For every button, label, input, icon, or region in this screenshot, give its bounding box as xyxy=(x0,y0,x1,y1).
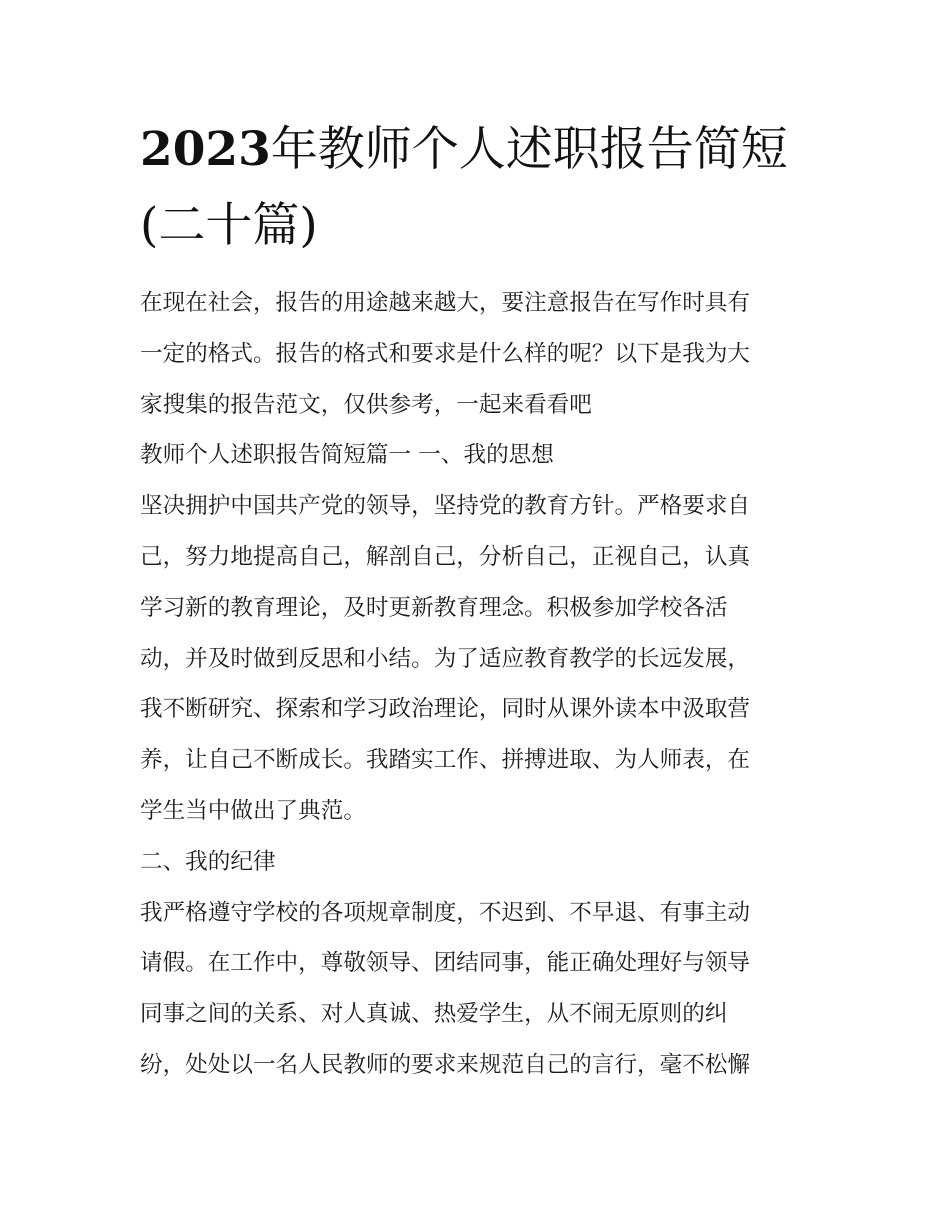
body-line: 在现在社会，报告的用途越来越大，要注意报告在写作时具有 xyxy=(140,290,751,316)
document-title xyxy=(140,112,830,264)
body-line: 学习新的教育理论，及时更新教育理念。积极参加学校各活 xyxy=(140,594,728,621)
section-heading: 教师个人述职报告简短篇一 一、我的思想 xyxy=(140,442,554,469)
title-year: 2023 xyxy=(140,122,271,177)
body-line: 纷，处处以一名人民教师的要求来规范自己的言行，毫不松懈 xyxy=(140,1051,751,1078)
body-line: 动，并及时做到反思和小结。为了适应教育教学的长远发展， xyxy=(140,645,751,672)
body-line: 一定的格式。报告的格式和要求是什么样的呢？以下是我为大 xyxy=(140,340,751,367)
body-line: 请假。在工作中，尊敬领导、团结同事，能正确处理好与领导 xyxy=(140,950,751,977)
document-body xyxy=(140,278,820,1091)
body-line: 我不断研究、探索和学习政治理论，同时从课外读本中汲取营 xyxy=(140,696,751,723)
body-line: 同事之间的关系、对人真诚、热爱学生，从不闹无原则的纠 xyxy=(140,1001,728,1028)
body-line: 养，让自己不断成长。我踏实工作、拼搏进取、为人师表，在 xyxy=(140,747,751,774)
body-line: 己，努力地提高自己，解剖自己，分析自己，正视自己，认真 xyxy=(140,543,751,570)
body-line: 我严格遵守学校的各项规章制度，不迟到、不早退、有事主动 xyxy=(140,899,751,926)
title-line-2: (二十篇) xyxy=(140,198,318,253)
section-heading: 二、我的纪律 xyxy=(140,848,276,875)
title-line-1: 年教师个人述职报告简短 xyxy=(270,122,788,177)
body-line: 坚决拥护中国共产党的领导，坚持党的教育方针。严格要求自 xyxy=(140,493,751,520)
body-line: 学生当中做出了典范。 xyxy=(140,797,366,824)
body-line: 家搜集的报告范文，仅供参考，一起来看看吧 xyxy=(140,391,592,418)
